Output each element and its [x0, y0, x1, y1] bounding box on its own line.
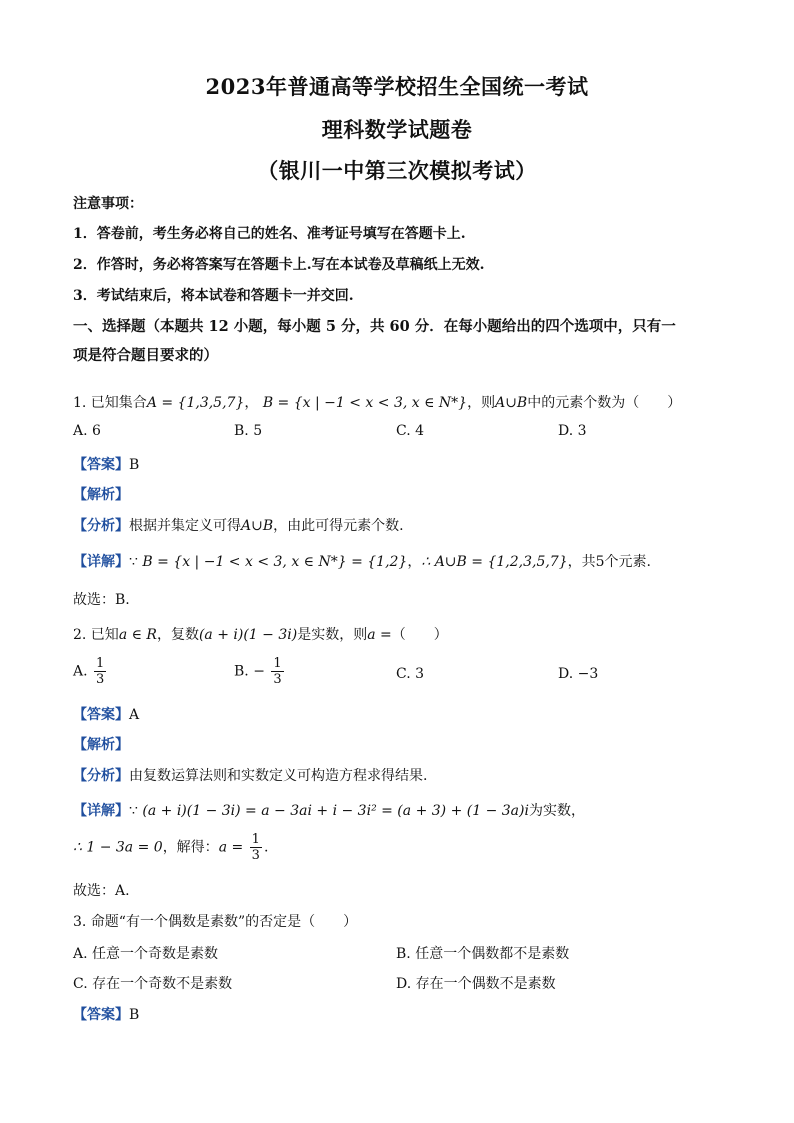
q2-analysis-text: 由复数运算法则和实数定义可构造方程求得结果.	[129, 768, 428, 784]
exam-school: （银川一中第三次模拟考试）	[257, 158, 537, 183]
q2-option-b-den: 3	[273, 672, 282, 687]
q2-solution-tag: 【详解】	[73, 803, 129, 819]
q1-solution-because: ∵	[129, 554, 138, 570]
q3-option-a: A. 任意一个奇数是素数	[73, 946, 219, 962]
q1-answer-value: B	[129, 457, 140, 473]
q1-stem-text-3: 中的元素个数为（ ）	[527, 395, 682, 411]
q1-solution-expr-2: ∴ A∪B = {1,2,3,5,7}	[421, 554, 568, 570]
q2-answer-value: A	[129, 707, 140, 723]
q1-answer	[73, 454, 139, 474]
q1-sep: ，	[244, 395, 259, 411]
q2-option-c: C. 3	[396, 666, 425, 682]
q1-stem-text: 1. 已知集合	[73, 395, 147, 411]
q2-option-a-num: 1	[96, 656, 105, 671]
exam-subtitle: 理科数学试题卷	[321, 117, 473, 142]
q1-option-a: A. 6	[73, 423, 101, 439]
q1-solution-tag: 【详解】	[73, 554, 129, 570]
q1-analysis	[73, 515, 404, 535]
q1-solution-sep: ，	[407, 554, 422, 570]
q1-option-c: C. 4	[396, 423, 425, 439]
q2-step-equation: ∴ 1 − 3a = 0	[73, 839, 163, 856]
q2-option-d: D. −3	[558, 666, 599, 682]
question-2-stem	[73, 624, 448, 644]
q2-step-num: 1	[251, 832, 260, 847]
q2-answer	[73, 704, 139, 724]
q3-option-c: C. 存在一个奇数不是素数	[73, 976, 233, 992]
q2-analysis-tag: 【分析】	[73, 768, 129, 784]
q2-jiexi-tag: 【解析】	[73, 737, 129, 753]
question-1-stem	[73, 392, 681, 412]
q1-analysis-text: 根据并集定义可得	[129, 518, 241, 534]
q1-analysis-tag: 【分析】	[73, 518, 129, 534]
q2-solution-step	[73, 832, 268, 863]
q2-step-end: .	[263, 839, 269, 856]
q2-stem-text-2: ，复数	[156, 627, 199, 643]
q2-step-var: a =	[218, 839, 244, 856]
q1-solution-text: ，共5个元素.	[567, 554, 651, 570]
q1-solution	[73, 551, 651, 571]
q1-option-d: D. 3	[558, 423, 587, 439]
q1-analysis-expr: A∪B	[241, 518, 274, 534]
section-heading-line2: 项是符合题目要求的）	[73, 347, 218, 364]
q2-option-b	[234, 656, 286, 687]
q1-stem-text-2: ，则	[467, 395, 496, 411]
q1-jiexi-tag: 【解析】	[73, 487, 129, 503]
q2-expr: (a + i)(1 − 3i)	[198, 627, 298, 643]
q1-choose: 故选：B.	[73, 592, 130, 608]
exam-title: 2023年普通高等学校招生全国统一考试	[205, 74, 589, 99]
q2-condition: a ∈ R	[118, 627, 157, 643]
q1-set-b: B = {x | −1 < x < 3, x ∈ N*}	[262, 395, 468, 411]
q3-answer-value: B	[129, 1007, 140, 1023]
q2-option-a	[73, 656, 108, 687]
q2-option-a-den: 3	[96, 672, 105, 687]
q2-solution-text: 为实数，	[528, 803, 585, 819]
q2-var: a =	[367, 627, 392, 643]
q2-step-text: ，解得：	[162, 839, 219, 856]
q1-expr: A∪B	[495, 395, 528, 411]
question-3-stem: 3. 命题“有一个偶数是素数”的否定是（ ）	[73, 914, 358, 930]
q2-step-fraction	[250, 832, 262, 863]
q2-analysis	[73, 765, 427, 785]
q2-solution-expr: (a + i)(1 − 3i) = a − 3ai + i − 3i² = (a + 3) + (1 − 3a)i	[142, 803, 529, 819]
q3-answer	[73, 1004, 139, 1024]
q2-option-a-label: A.	[73, 663, 88, 680]
q2-answer-tag: 【答案】	[73, 707, 129, 723]
q2-option-a-fraction	[94, 656, 106, 687]
q2-step-den: 3	[251, 848, 260, 863]
notice-item-1: 1．答卷前，考生务必将自己的姓名、准考证号填写在答题卡上.	[73, 226, 466, 242]
q2-stem-text-3: 是实数，则	[297, 627, 368, 643]
q1-set-a: A = {1,3,5,7}	[146, 395, 245, 411]
q3-option-d: D. 存在一个偶数不是素数	[396, 976, 556, 992]
q1-solution-expr-1: B = {x | −1 < x < 3, x ∈ N*} = {1,2}	[142, 554, 408, 570]
q2-stem-text: 2. 已知	[73, 627, 119, 643]
q3-option-b: B. 任意一个偶数都不是素数	[396, 946, 570, 962]
notice-item-2: 2．作答时，务必将答案写在答题卡上.写在本试卷及草稿纸上无效.	[73, 257, 485, 273]
notice-heading: 注意事项：	[73, 196, 143, 212]
q2-solution-because: ∵	[129, 803, 138, 819]
q2-solution	[73, 800, 585, 820]
q2-option-b-label: B. −	[234, 663, 265, 680]
q2-choose: 故选：A.	[73, 883, 130, 899]
section-heading	[73, 312, 733, 370]
notice-item-3: 3．考试结束后，将本试卷和答题卡一并交回.	[73, 288, 354, 304]
q2-option-b-fraction	[271, 656, 283, 687]
q2-option-b-num: 1	[273, 656, 282, 671]
q2-stem-text-4: （ ）	[391, 627, 448, 643]
q3-answer-tag: 【答案】	[73, 1007, 129, 1023]
q1-analysis-text-2: ，由此可得元素个数.	[273, 518, 404, 534]
section-heading-line1: 一、选择题（本题共 12 小题，每小题 5 分，共 60 分．在每小题给出的四个选项中，只有一	[73, 318, 676, 335]
q1-option-b: B. 5	[234, 423, 263, 439]
q1-answer-tag: 【答案】	[73, 457, 129, 473]
